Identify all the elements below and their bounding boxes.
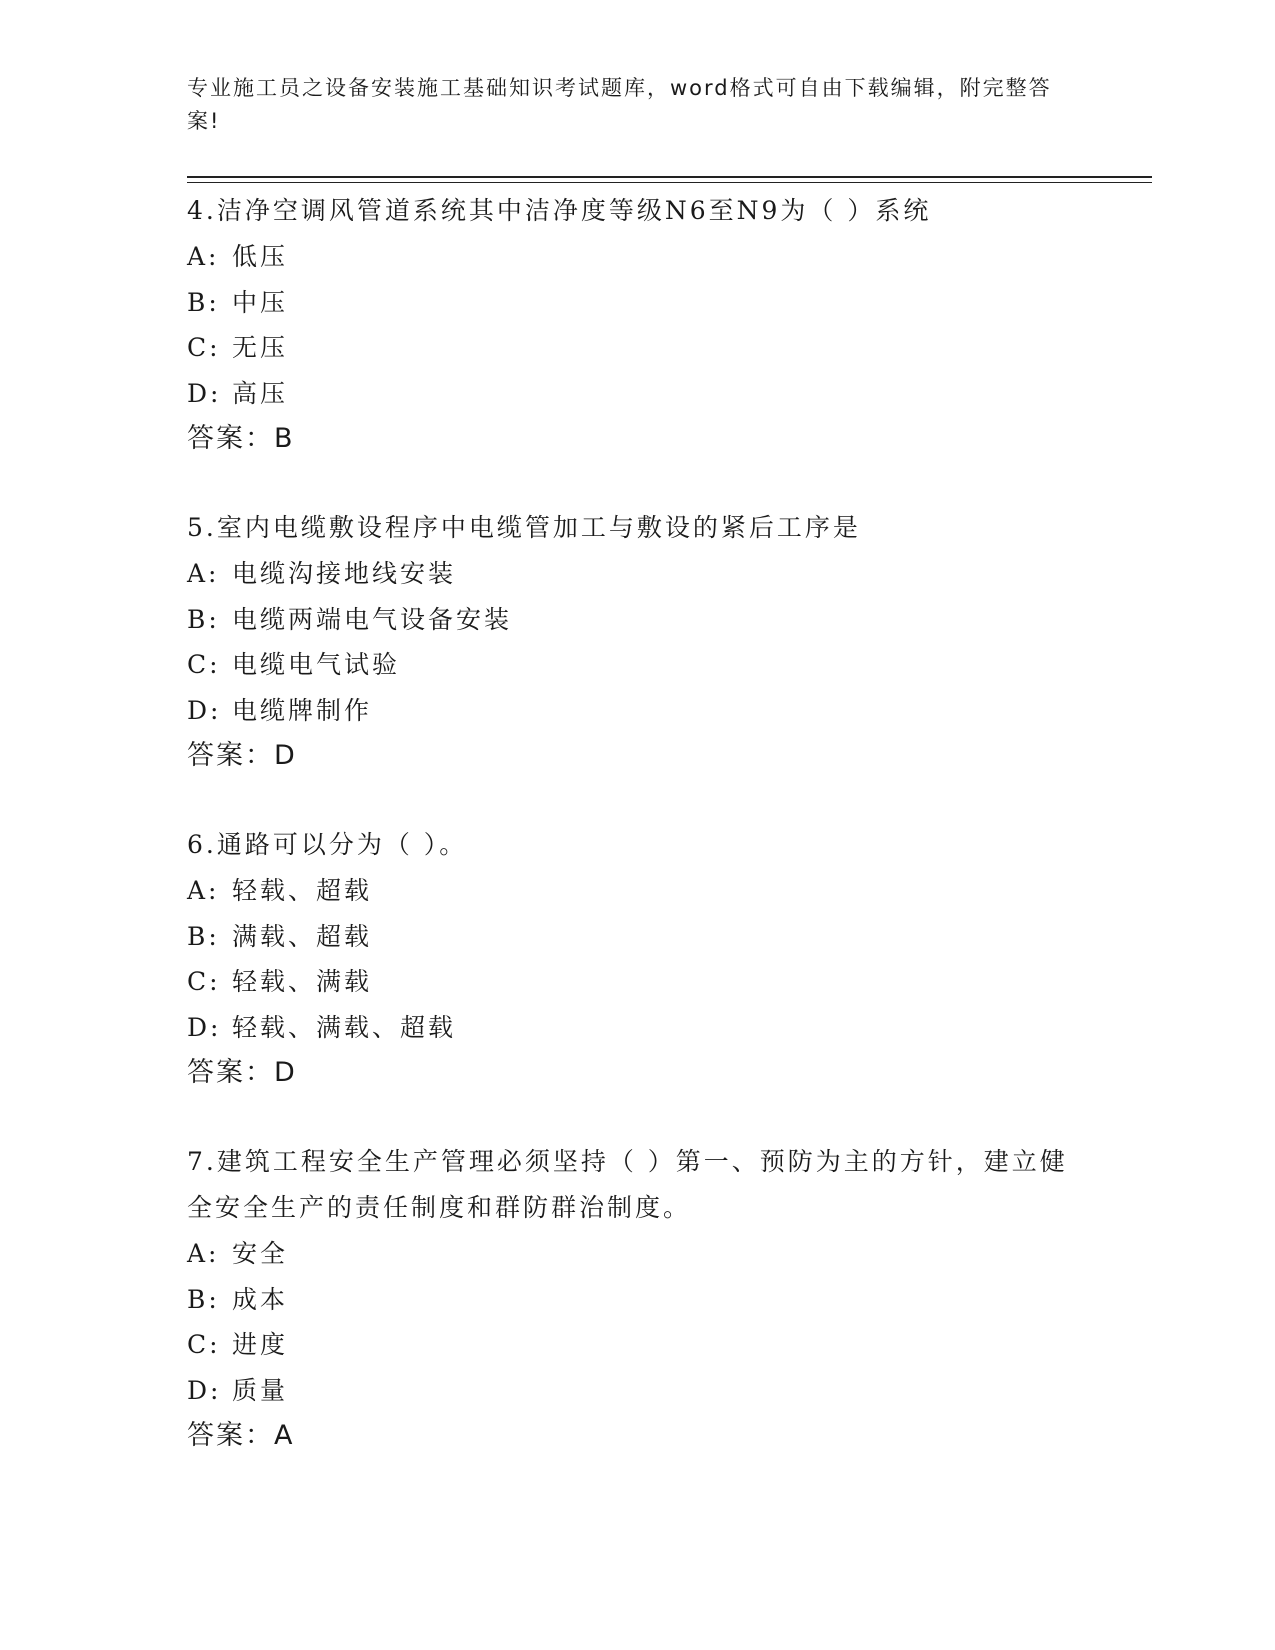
option-text: 满载、超载: [232, 921, 373, 951]
answer: 答案：D: [187, 740, 297, 771]
option-letter: D:: [187, 1012, 222, 1042]
question-5: [187, 505, 1087, 779]
option-text: 无压: [232, 333, 289, 362]
option-a: [187, 1231, 1087, 1277]
option-text: 轻载、超载: [232, 876, 373, 905]
option-c: [187, 325, 1087, 371]
option-d: [187, 1368, 1087, 1414]
option-d: [187, 688, 1087, 734]
question-4: [187, 188, 1087, 462]
option-text: 质量: [232, 1375, 289, 1405]
option-letter: D:: [187, 695, 222, 725]
option-a: [187, 551, 1087, 597]
option-b: [187, 597, 1087, 643]
answer: 答案：B: [187, 423, 295, 454]
question-6: [187, 822, 1087, 1096]
question-list: [187, 188, 1087, 1502]
page-header: 专业施工员之设备安装施工基础知识考试题库，word格式可自由下载编辑，附完整答案!: [187, 76, 1052, 133]
option-text: 成本: [232, 1284, 289, 1314]
option-text: 电缆沟接地线安装: [232, 559, 457, 588]
option-text: 电缆牌制作: [232, 695, 373, 725]
option-c: [187, 1322, 1087, 1368]
option-text: 进度: [232, 1330, 289, 1359]
option-letter: B:: [187, 604, 220, 634]
option-letter: C:: [187, 333, 221, 362]
option-letter: C:: [187, 1330, 221, 1359]
option-text: 安全: [232, 1239, 289, 1268]
option-letter: D:: [187, 378, 222, 408]
option-text: 电缆电气试验: [232, 650, 401, 679]
question-text: 4.洁净空调风管道系统其中洁净度等级N6至N9为（ ）系统: [187, 196, 932, 225]
option-text: 轻载、满载、超载: [232, 1012, 457, 1042]
question-text: 7.建筑工程安全生产管理必须坚持（ ）第一、预防为主的方针，建立健全安全生产的责任制度和群防群治制度。: [187, 1147, 1068, 1222]
option-letter: B:: [187, 921, 220, 951]
answer: 答案：D: [187, 1057, 297, 1088]
header-divider-thick: [187, 176, 1152, 178]
option-letter: B:: [187, 1284, 220, 1314]
option-b: [187, 280, 1087, 326]
option-c: [187, 959, 1087, 1005]
option-text: 中压: [232, 287, 289, 317]
option-b: [187, 1277, 1087, 1323]
option-text: 轻载、满载: [232, 967, 373, 996]
question-text: 6.通路可以分为（ ）。: [187, 830, 468, 859]
question-text: 5.室内电缆敷设程序中电缆管加工与敷设的紧后工序是: [187, 513, 861, 542]
option-letter: A:: [187, 876, 220, 905]
answer: 答案：A: [187, 1420, 295, 1451]
option-d: [187, 371, 1087, 417]
option-letter: D:: [187, 1375, 222, 1405]
option-a: [187, 234, 1087, 280]
option-letter: C:: [187, 650, 221, 679]
option-text: 高压: [232, 378, 289, 408]
option-b: [187, 914, 1087, 960]
header-divider-thin: [187, 182, 1152, 183]
option-letter: C:: [187, 967, 221, 996]
option-letter: A:: [187, 242, 220, 271]
option-text: 电缆两端电气设备安装: [232, 604, 513, 634]
option-letter: A:: [187, 559, 220, 588]
option-c: [187, 642, 1087, 688]
option-text: 低压: [232, 242, 289, 271]
option-d: [187, 1005, 1087, 1051]
option-letter: A:: [187, 1239, 220, 1268]
option-a: [187, 868, 1087, 914]
option-letter: B:: [187, 287, 220, 317]
question-7: [187, 1139, 1087, 1459]
